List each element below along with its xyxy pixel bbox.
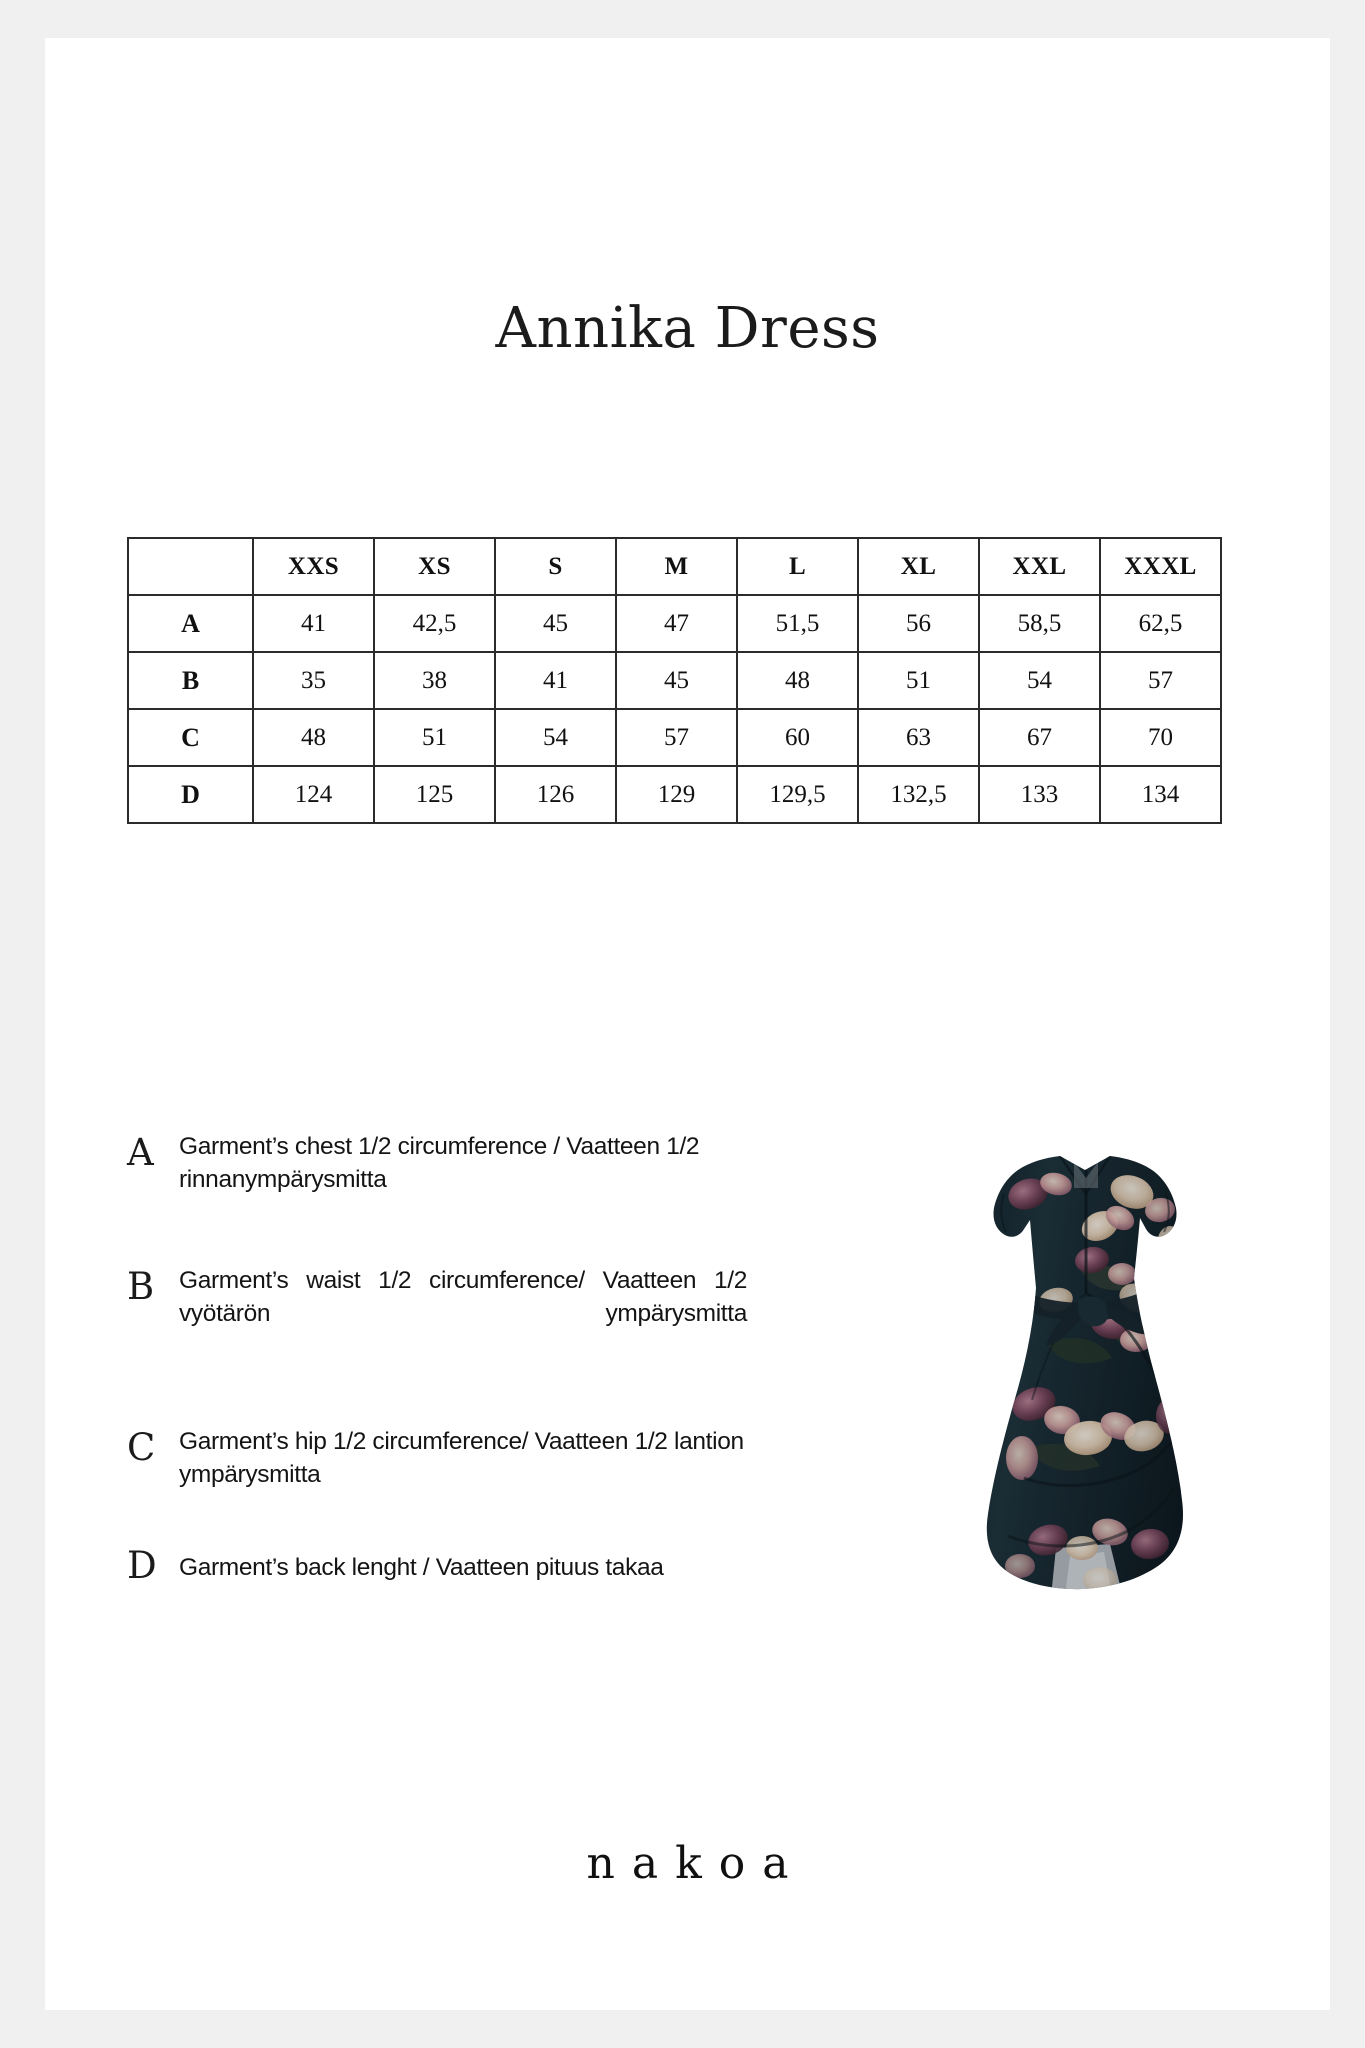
size-chart-page	[45, 38, 1330, 2010]
size-table	[127, 537, 1222, 824]
table-header-xxxl: XXXL	[1100, 538, 1221, 595]
legend-item-d	[127, 1543, 747, 1588]
table-row	[128, 595, 1221, 652]
cell-a-xs: 42,5	[374, 595, 495, 652]
cell-c-xxxl: 70	[1100, 709, 1221, 766]
table-row	[128, 652, 1221, 709]
cell-b-xs: 38	[374, 652, 495, 709]
cell-b-m: 45	[616, 652, 737, 709]
cell-d-xxxl: 134	[1100, 766, 1221, 823]
cell-d-l: 129,5	[737, 766, 858, 823]
page-title: Annika Dress	[495, 296, 880, 361]
legend-item-b	[127, 1264, 747, 1363]
cell-c-m: 57	[616, 709, 737, 766]
table-header-xxl: XXL	[979, 538, 1100, 595]
cell-b-xxxl: 57	[1100, 652, 1221, 709]
cell-b-s: 41	[495, 652, 616, 709]
floral-wrap-dress-photo	[960, 1148, 1210, 1638]
cell-d-s: 126	[495, 766, 616, 823]
table-header-xxs: XXS	[253, 538, 374, 595]
cell-c-xs: 51	[374, 709, 495, 766]
legend-letter-d: D	[127, 1544, 157, 1588]
cell-d-xxs: 124	[253, 766, 374, 823]
table-row	[128, 709, 1221, 766]
cell-c-xl: 63	[858, 709, 979, 766]
row-label-a: A	[128, 595, 253, 652]
cell-c-s: 54	[495, 709, 616, 766]
table-row	[128, 766, 1221, 823]
legend-item-c	[127, 1425, 747, 1491]
legend-letter-c: C	[127, 1426, 156, 1470]
legend-text-c: Garment’s hip 1/2 circumference/ Vaatteen 1/2 lantion ympärysmitta	[179, 1428, 744, 1489]
cell-c-l: 60	[737, 709, 858, 766]
cell-a-l: 51,5	[737, 595, 858, 652]
cell-b-xxl: 54	[979, 652, 1100, 709]
cell-a-xl: 56	[858, 595, 979, 652]
legend-text-b: Garment’s waist 1/2 circumference/ Vaatteen 1/2 vyötärön ympärysmitta	[179, 1267, 747, 1328]
cell-d-xxl: 133	[979, 766, 1100, 823]
cell-d-xs: 125	[374, 766, 495, 823]
cell-b-xl: 51	[858, 652, 979, 709]
cell-a-xxs: 41	[253, 595, 374, 652]
measurement-legend	[127, 1130, 747, 1588]
cell-a-m: 47	[616, 595, 737, 652]
legend-text-a: Garment’s chest 1/2 circumference / Vaatteen 1/2 rinnanympärysmitta	[179, 1133, 700, 1194]
cell-a-s: 45	[495, 595, 616, 652]
table-header-l: L	[737, 538, 858, 595]
cell-c-xxl: 67	[979, 709, 1100, 766]
legend-letter-b: B	[127, 1265, 155, 1309]
table-header-s: S	[495, 538, 616, 595]
brand-logo: nakoa	[586, 1838, 806, 1889]
table-header-m: M	[616, 538, 737, 595]
row-label-c: C	[128, 709, 253, 766]
cell-b-xxs: 35	[253, 652, 374, 709]
size-table-container	[127, 537, 1222, 824]
cell-c-xxs: 48	[253, 709, 374, 766]
row-label-b: B	[128, 652, 253, 709]
legend-letter-a: A	[127, 1131, 154, 1174]
legend-item-a	[127, 1130, 747, 1196]
cell-a-xxxl: 62,5	[1100, 595, 1221, 652]
table-header-xl: XL	[858, 538, 979, 595]
table-header-xs: XS	[374, 538, 495, 595]
row-label-d: D	[128, 766, 253, 823]
table-header-row	[128, 538, 1221, 595]
cell-a-xxl: 58,5	[979, 595, 1100, 652]
table-corner-cell	[128, 538, 253, 595]
cell-d-m: 129	[616, 766, 737, 823]
cell-d-xl: 132,5	[858, 766, 979, 823]
cell-b-l: 48	[737, 652, 858, 709]
legend-text-d: Garment’s back lenght / Vaatteen pituus takaa	[179, 1554, 664, 1582]
